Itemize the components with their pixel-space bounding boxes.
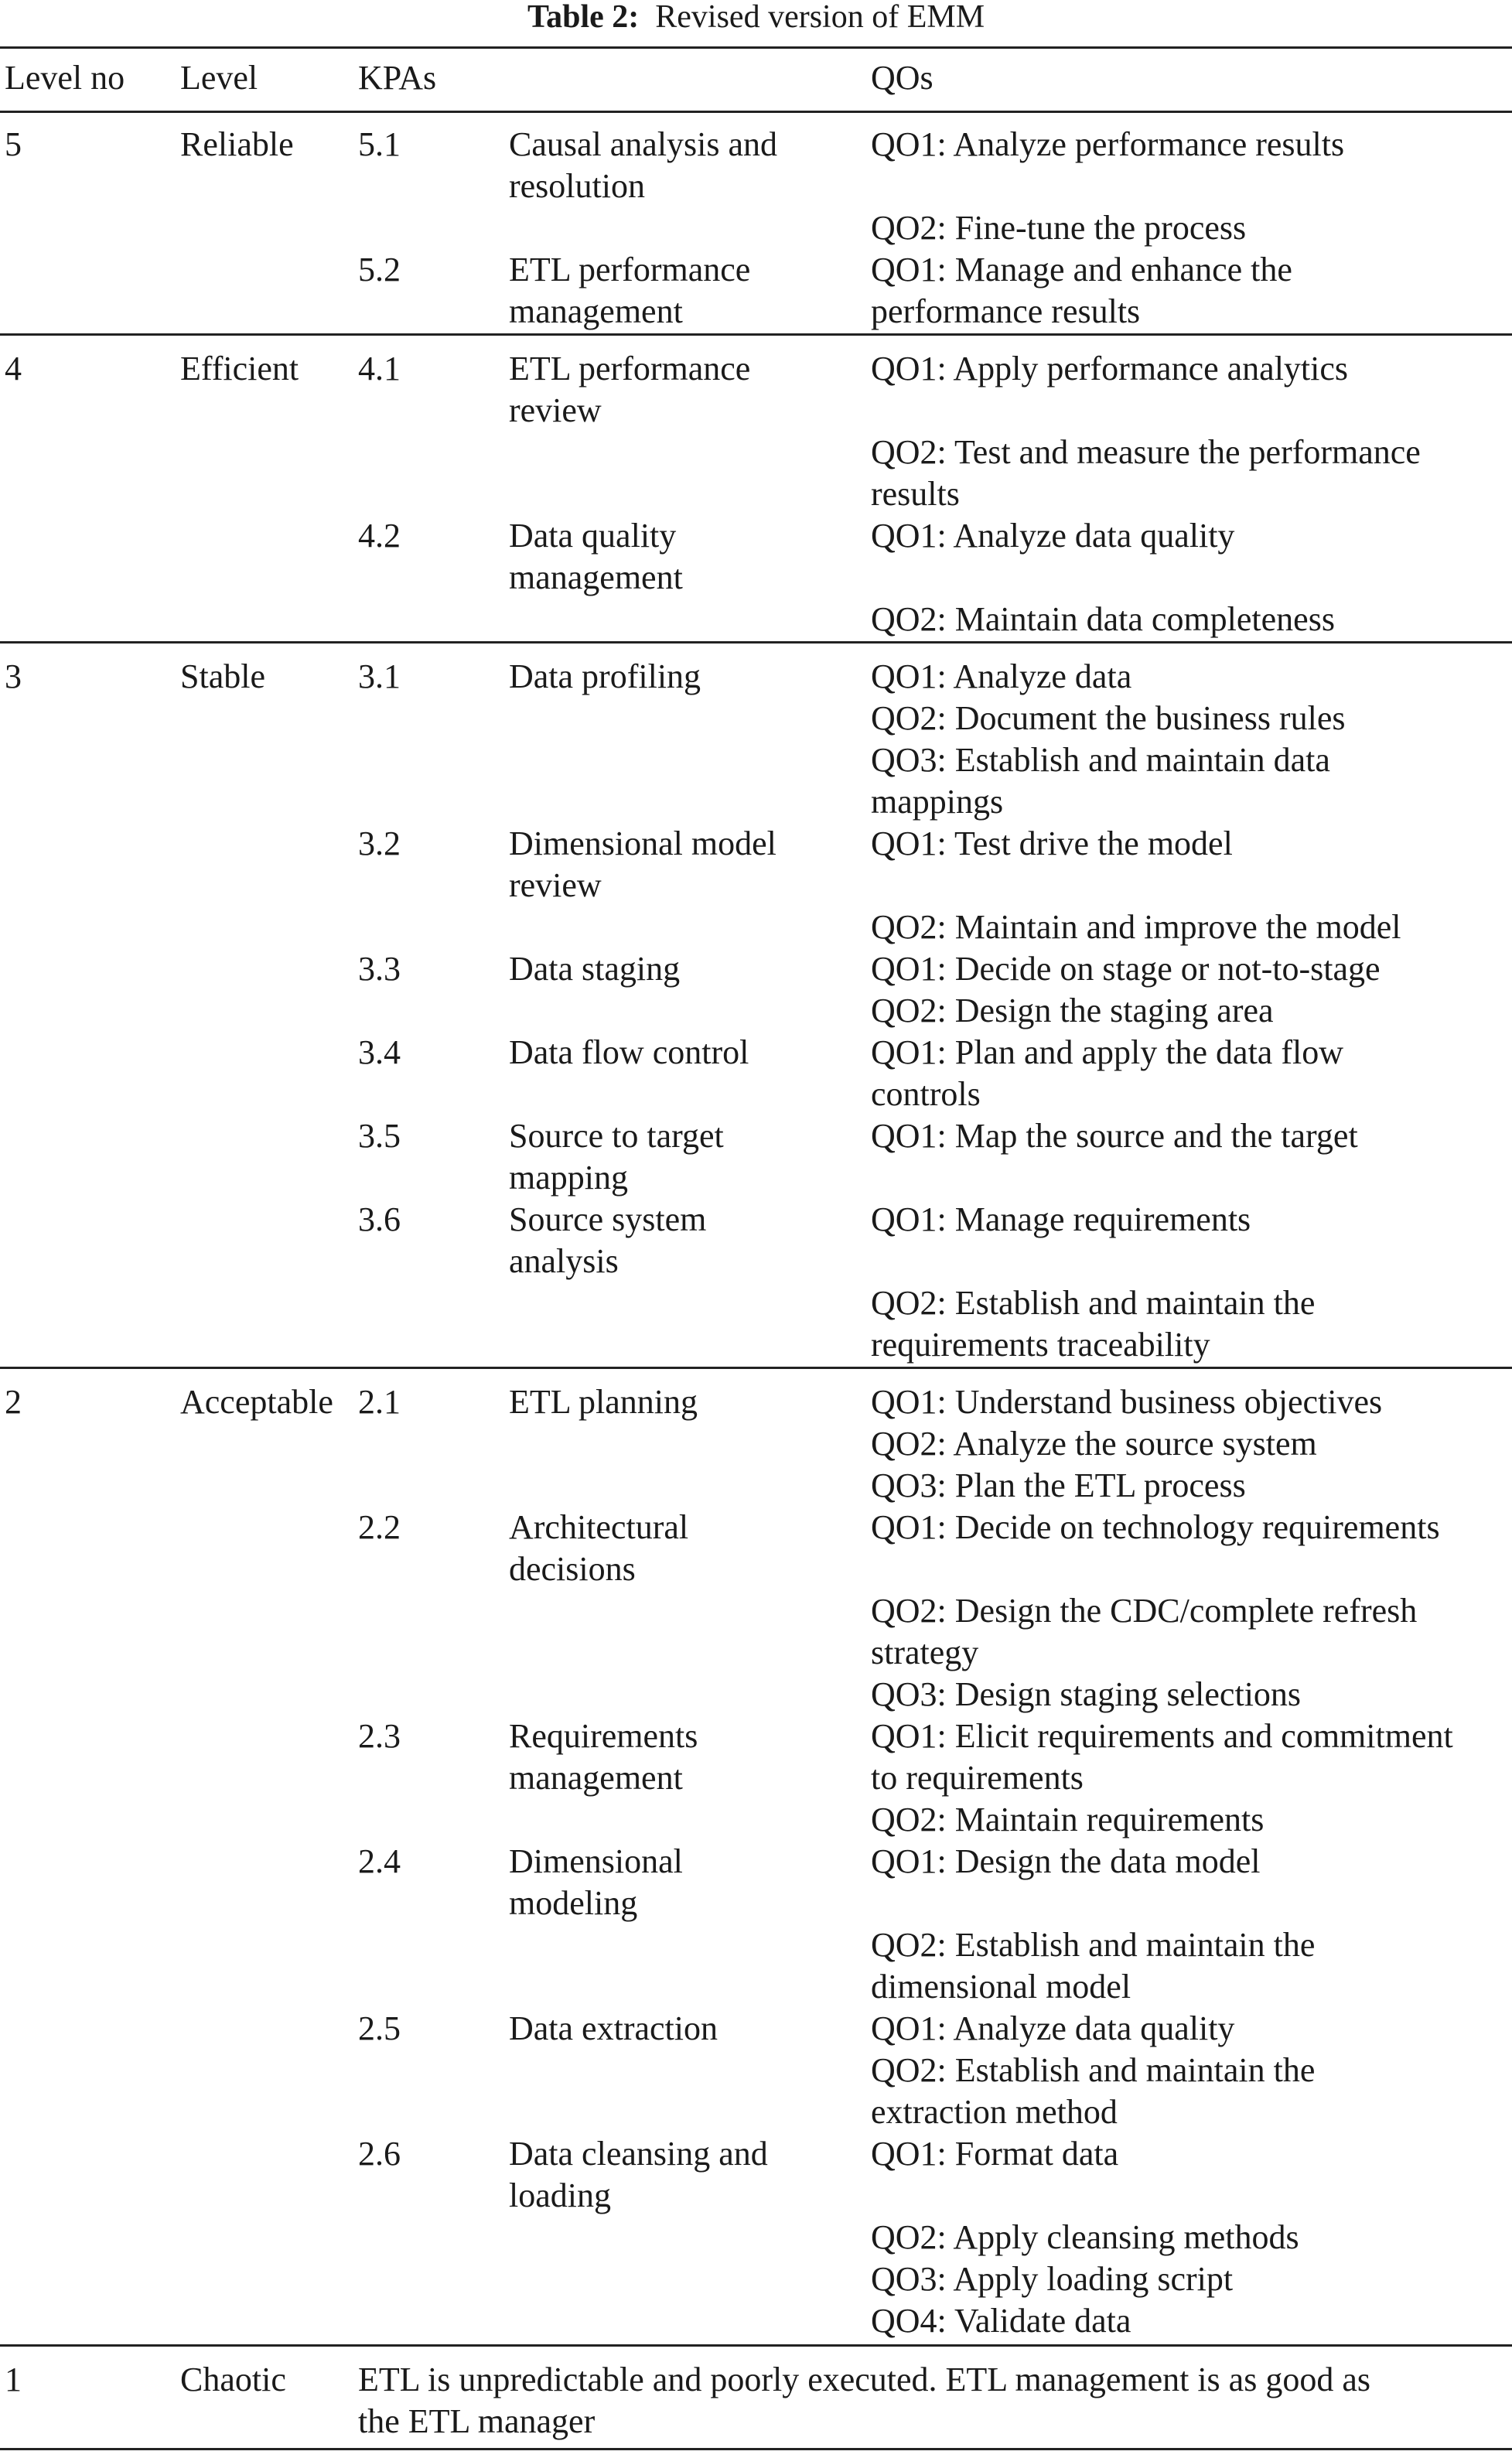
- kpa-name: Data quality: [509, 517, 677, 555]
- kpa-name: Causal analysis and: [509, 125, 778, 163]
- kpa-name: Data cleansing and: [509, 2135, 768, 2173]
- kpa-number: 2.3: [358, 1717, 401, 1755]
- qo-item: QO1: Manage requirements: [871, 1200, 1251, 1238]
- level-rule: [0, 641, 1512, 644]
- qo-item: QO2: Test and measure the performance: [871, 433, 1421, 471]
- qo-item: QO1: Decide on stage or not-to-stage: [871, 950, 1381, 988]
- kpa-name: Dimensional model: [509, 824, 776, 862]
- kpa-name: mapping: [509, 1159, 628, 1197]
- qo-item: QO1: Analyze data quality: [871, 2009, 1235, 2047]
- qo-item: QO1: Test drive the model: [871, 824, 1233, 862]
- table-top-rule: [0, 46, 1512, 49]
- kpa-number: 5.1: [358, 125, 401, 163]
- level-no-3: 3: [5, 657, 22, 695]
- kpa-name: loading: [509, 2176, 611, 2214]
- qo-item: QO1: Decide on technology requirements: [871, 1508, 1440, 1546]
- qo-item: QO2: Design the staging area: [871, 992, 1274, 1029]
- qo-item: QO1: Apply performance analytics: [871, 350, 1349, 387]
- kpa-number: 2.5: [358, 2009, 401, 2047]
- kpa-number: 2.2: [358, 1508, 401, 1546]
- qo-item: QO3: Apply loading script: [871, 2260, 1234, 2298]
- chaotic-description: ETL is unpredictable and poorly executed. ETL management is as good as: [358, 2361, 1370, 2398]
- table-caption: [0, 0, 1512, 40]
- qo-item: QO2: Design the CDC/complete refresh: [871, 1592, 1418, 1630]
- qo-item: extraction method: [871, 2093, 1118, 2131]
- qo-item: QO1: Analyze data quality: [871, 517, 1235, 555]
- qo-item: to requirements: [871, 1759, 1084, 1797]
- qo-item: QO2: Establish and maintain the: [871, 1926, 1316, 1964]
- kpa-number: 5.2: [358, 251, 401, 288]
- kpa-name: Source to target: [509, 1117, 724, 1155]
- qo-item: controls: [871, 1075, 981, 1113]
- level-rule: [0, 2344, 1512, 2347]
- level-no-5: 5: [5, 125, 22, 163]
- qo-item: QO3: Design staging selections: [871, 1675, 1302, 1713]
- qo-item: QO2: Maintain and improve the model: [871, 908, 1401, 946]
- kpa-name: modeling: [509, 1884, 638, 1922]
- kpa-number: 3.3: [358, 950, 401, 988]
- kpa-name: management: [509, 1759, 683, 1797]
- kpa-name: Source system: [509, 1200, 707, 1238]
- kpa-name: Data extraction: [509, 2009, 718, 2047]
- level-rule: [0, 1367, 1512, 1369]
- qo-item: results: [871, 475, 960, 513]
- qo-item: QO1: Plan and apply the data flow: [871, 1033, 1343, 1071]
- kpa-name: management: [509, 558, 683, 596]
- level-rule: [0, 333, 1512, 336]
- qo-item: QO2: Analyze the source system: [871, 1425, 1317, 1463]
- qo-item: QO2: Document the business rules: [871, 699, 1346, 737]
- qo-item: QO2: Fine-tune the process: [871, 209, 1247, 247]
- qo-item: QO3: Establish and maintain data: [871, 741, 1330, 779]
- kpa-name: Architectural: [509, 1508, 689, 1546]
- kpa-name: management: [509, 292, 683, 330]
- qo-item: strategy: [871, 1634, 979, 1671]
- level-name-chaotic: Chaotic: [180, 2361, 286, 2398]
- qo-item: QO3: Plan the ETL process: [871, 1466, 1246, 1504]
- kpa-number: 4.1: [358, 350, 401, 387]
- kpa-name: Requirements: [509, 1717, 698, 1755]
- qo-item: QO4: Validate data: [871, 2302, 1131, 2340]
- level-no-2: 2: [5, 1383, 22, 1421]
- chaotic-description: the ETL manager: [358, 2402, 596, 2440]
- kpa-name: analysis: [509, 1242, 619, 1280]
- kpa-number: 4.2: [358, 517, 401, 555]
- header-qos: QOs: [871, 59, 933, 97]
- kpa-name: decisions: [509, 1550, 636, 1588]
- kpa-name: ETL performance: [509, 350, 751, 387]
- kpa-number: 3.1: [358, 657, 401, 695]
- qo-item: QO1: Analyze data: [871, 657, 1132, 695]
- kpa-number: 2.6: [358, 2135, 401, 2173]
- header-rule: [0, 111, 1512, 113]
- kpa-number: 3.6: [358, 1200, 401, 1238]
- header-level: Level: [180, 59, 258, 97]
- qo-item: QO1: Analyze performance results: [871, 125, 1345, 163]
- qo-item: QO2: Maintain requirements: [871, 1801, 1265, 1838]
- level-name-reliable: Reliable: [180, 125, 294, 163]
- qo-item: QO1: Understand business objectives: [871, 1383, 1383, 1421]
- kpa-name: Data flow control: [509, 1033, 749, 1071]
- qo-item: QO2: Maintain data completeness: [871, 600, 1335, 638]
- qo-item: mappings: [871, 783, 1004, 821]
- level-name-efficient: Efficient: [180, 350, 299, 387]
- table-bottom-rule: [0, 2448, 1512, 2450]
- kpa-name: review: [509, 866, 602, 904]
- kpa-name: Data profiling: [509, 657, 701, 695]
- qo-item: requirements traceability: [871, 1326, 1210, 1364]
- kpa-name: review: [509, 391, 602, 429]
- qo-item: QO2: Apply cleansing methods: [871, 2218, 1299, 2256]
- level-name-stable: Stable: [180, 657, 265, 695]
- kpa-name: ETL planning: [509, 1383, 698, 1421]
- qo-item: dimensional model: [871, 1968, 1131, 2006]
- caption-title: Revised version of EMM: [655, 0, 985, 35]
- level-no-4: 4: [5, 350, 22, 387]
- kpa-number: 3.4: [358, 1033, 401, 1071]
- caption-label: Table 2:: [527, 0, 640, 35]
- qo-item: QO1: Design the data model: [871, 1842, 1261, 1880]
- header-level-no: Level no: [5, 59, 125, 97]
- kpa-number: 2.1: [358, 1383, 401, 1421]
- kpa-number: 3.2: [358, 824, 401, 862]
- kpa-name: resolution: [509, 167, 645, 205]
- kpa-name: ETL performance: [509, 251, 751, 288]
- qo-item: QO1: Elicit requirements and commitment: [871, 1717, 1453, 1755]
- header-kpas: KPAs: [358, 59, 437, 97]
- kpa-name: Data staging: [509, 950, 681, 988]
- level-name-acceptable: Acceptable: [180, 1383, 333, 1421]
- qo-item: performance results: [871, 292, 1141, 330]
- qo-item: QO1: Manage and enhance the: [871, 251, 1292, 288]
- qo-item: QO1: Format data: [871, 2135, 1119, 2173]
- level-no-1: 1: [5, 2361, 22, 2398]
- kpa-name: Dimensional: [509, 1842, 683, 1880]
- qo-item: QO2: Establish and maintain the: [871, 1284, 1316, 1322]
- kpa-number: 2.4: [358, 1842, 401, 1880]
- kpa-number: 3.5: [358, 1117, 401, 1155]
- qo-item: QO2: Establish and maintain the: [871, 2051, 1316, 2089]
- qo-item: QO1: Map the source and the target: [871, 1117, 1358, 1155]
